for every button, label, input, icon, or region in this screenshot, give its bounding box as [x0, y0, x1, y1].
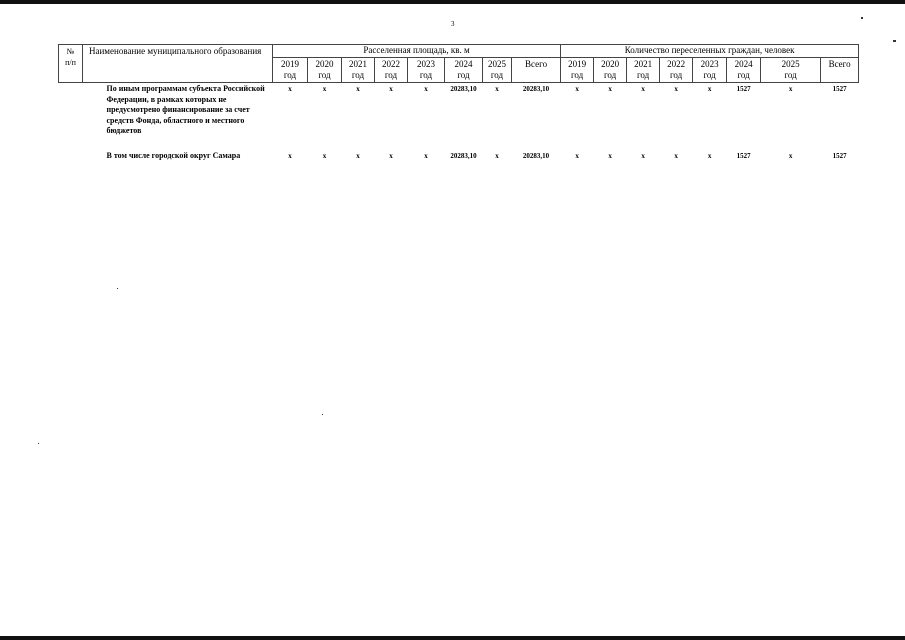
row-spacer — [59, 138, 859, 150]
area-cell: x — [495, 151, 499, 160]
header-municipality-name: Наименование муниципального образования — [83, 45, 273, 83]
header-people-year: 2023 год — [693, 58, 727, 83]
people-cell: x — [608, 85, 612, 93]
people-cell: x — [674, 151, 678, 160]
people-cell: 1527 — [736, 151, 751, 160]
header-area-year: 2024 год — [445, 58, 483, 83]
header-number-abbrev: п/п — [65, 58, 76, 67]
top-edge-bar — [0, 0, 905, 4]
header-area-year: 2021 год — [342, 58, 375, 83]
people-cell: x — [707, 151, 712, 160]
people-total-cell: 1527 — [832, 85, 847, 93]
people-total-cell: 1527 — [832, 151, 847, 160]
row-number — [59, 83, 83, 138]
people-cell: 1527 — [736, 85, 751, 93]
header-number-column — [59, 45, 83, 83]
area-cell: x — [424, 85, 428, 93]
area-cell: 20283,10 — [450, 151, 477, 160]
area-total-cell: 20283,10 — [522, 85, 550, 93]
header-people-year: 2022 год — [660, 58, 693, 83]
header-number-sign: № — [66, 47, 75, 56]
scan-speck — [893, 40, 896, 42]
area-total-cell: 20283,10 — [522, 151, 550, 160]
people-cell: x — [575, 85, 579, 93]
header-people-year: 2021 год — [627, 58, 660, 83]
people-cell: x — [674, 85, 678, 93]
row-number — [59, 150, 83, 163]
header-area-year: 2019 год — [273, 58, 308, 83]
area-cell: x — [322, 85, 327, 93]
header-people-year: 2019 год — [561, 58, 594, 83]
area-cell: x — [356, 151, 360, 160]
area-cell: x — [495, 85, 499, 93]
header-people-year: 2024 год — [727, 58, 761, 83]
area-cell: x — [288, 151, 292, 160]
header-area-group: Расселенная площадь, кв. м — [273, 45, 561, 58]
people-cell: x — [641, 85, 645, 93]
people-cell: x — [641, 151, 645, 160]
area-cell: x — [389, 85, 393, 93]
header-area-total: Всего — [512, 58, 561, 83]
header-area-year: 2020 год — [308, 58, 342, 83]
table-row — [59, 83, 859, 138]
people-cell: x — [575, 151, 579, 160]
scan-speck — [38, 443, 39, 444]
page-number: 3 — [451, 20, 455, 28]
header-people-year: 2025 год — [761, 58, 821, 83]
header-people-total: Всего — [821, 58, 859, 83]
people-cell: x — [788, 151, 793, 160]
header-people-group: Количество переселенных граждан, человек — [561, 45, 859, 58]
bottom-edge-bar — [0, 636, 905, 640]
scan-speck — [117, 288, 118, 289]
row-name: По иным программам субъекта Российской Федерации, в рамках которых не предусмотрено финансирование за счет средств Фонда, областного и местного бюджетов — [106, 84, 265, 135]
area-cell: x — [322, 151, 327, 160]
header-area-year: 2023 год — [408, 58, 445, 83]
people-cell: x — [788, 85, 793, 93]
scan-speck — [861, 17, 863, 19]
area-cell: x — [288, 85, 292, 93]
header-people-year: 2020 год — [594, 58, 627, 83]
header-area-year: 2022 год — [375, 58, 408, 83]
scan-speck — [322, 414, 323, 415]
area-cell: x — [389, 151, 393, 160]
area-cell: x — [356, 85, 360, 93]
row-name: В том числе городской округ Самара — [106, 150, 241, 160]
area-cell: 20283,10 — [450, 85, 477, 93]
resettlement-table — [58, 44, 859, 163]
people-cell: x — [707, 85, 712, 93]
people-cell: x — [608, 151, 612, 160]
header-area-year: 2025 год — [483, 58, 512, 83]
area-cell: x — [424, 151, 428, 160]
table-row — [59, 150, 859, 163]
